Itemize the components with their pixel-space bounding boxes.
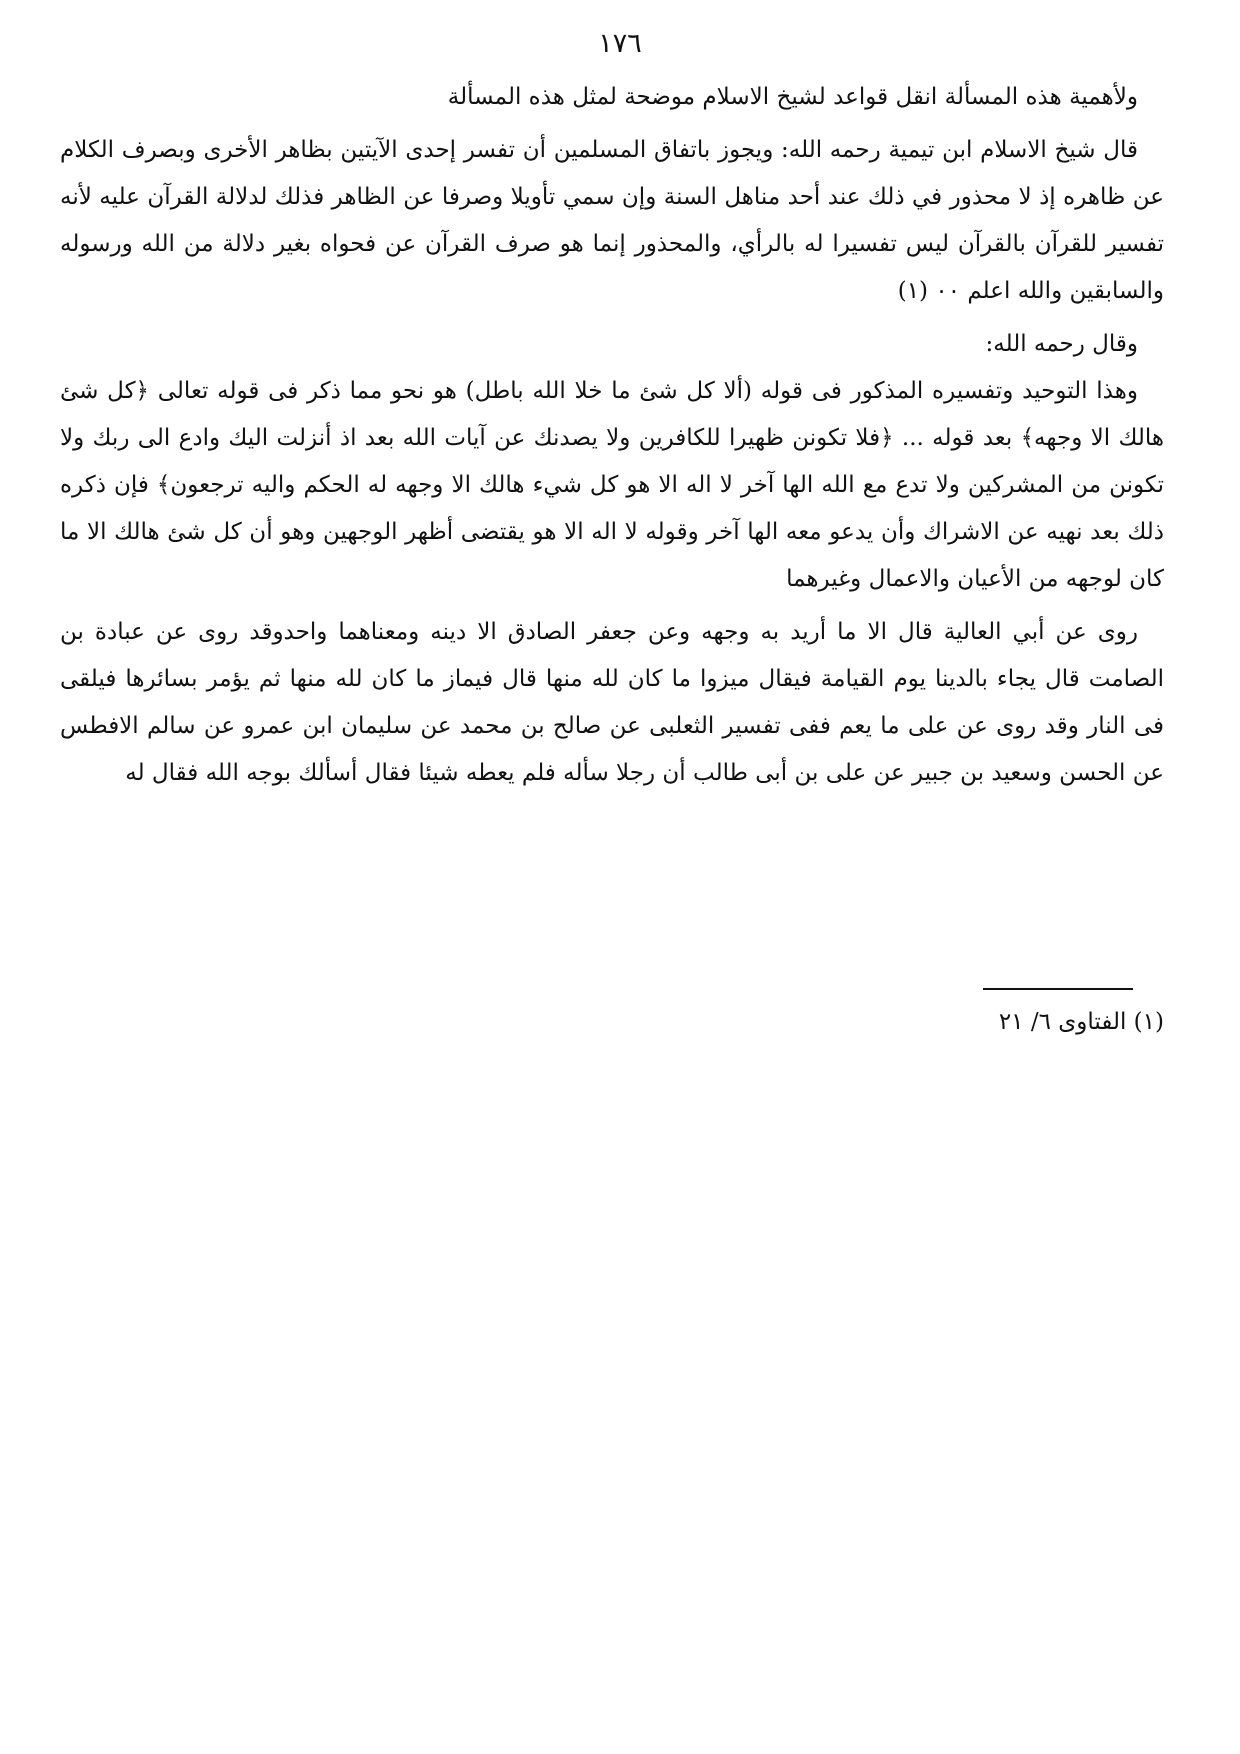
paragraph-tawhid: وهذا التوحيد وتفسيره المذكور فى قوله (ألا كل شئ ما خلا الله باطل) هو نحو مما ذكر فى قوله تعالى ﴿كل شئ هالك الا وجهه﴾ بعد قوله ... ﴿فلا تكونن ظهيرا للكافرين ولا يصدنك عن آيات الله بعد اذ أنزلت اليك وادع الى ربك ولا تكونن من المشركين ولا تدع مع الله الها آخر لا اله الا هو كل شيء هالك الا وجهه له الحكم واليه ترجعون﴾ فإن ذكره ذلك بعد نهيه عن الاشراك وأن يدعو معه الها آخر وقوله لا اله الا هو يقتضى أظهر الوجهين وهو أن كل شئ هالك الا ما كان لوجهه من الأعيان والاعمال وغيرهما <box>60 378 1164 592</box>
main-text <box>60 74 1164 797</box>
page-number: ١٧٦ <box>598 28 642 59</box>
footnote: (١) الفتاوى ٦/ ٢١ <box>998 1009 1164 1035</box>
paragraph-ibn-taymiyyah-quote: قال شيخ الاسلام ابن تيمية رحمه الله: ويجوز باتفاق المسلمين أن تفسر إحدى الآيتين بظاهر الأخرى وبصرف الكلام عن ظاهره إذ لا محذور في ذلك عند أحد مناهل السنة وإن سمي تأويلا وصرفا عن الظاهر فذلك لدلالة القرآن عليه لأنه تفسير للقرآن بالقرآن ليس تفسيرا له بالرأي، والمحذور إنما هو صرف القرآن عن فحواه بغير دلالة من الله ورسوله والسابقين والله اعلم ٠٠ (١) <box>60 137 1164 304</box>
paragraph-narrations: روى عن أبي العالية قال الا ما أريد به وجهه وعن جعفر الصادق الا دينه ومعناهما واحدوقد روى عن عبادة بن الصامت قال يجاء بالدينا يوم القيامة فيقال ميزوا ما كان لله منها قال فيماز ما كان لله منها ثم يؤمر بسائرها فيلقى فى النار وقد روى عن على ما يعم ففى تفسير الثعلبى عن صالح بن محمد عن سليمان ابن عمرو عن سالم الافطس عن الحسن وسعيد بن جبير عن على بن أبى طالب أن رجلا سأله فلم يعطه شيئا فقال أسألك بوجه الله فقال له <box>60 619 1165 786</box>
footnote-divider <box>983 988 1133 990</box>
paragraph-heading-qal: وقال رحمه الله: <box>985 331 1138 357</box>
paragraph-intro: ولأهمية هذه المسألة انقل قواعد لشيخ الاسلام موضحة لمثل هذه المسألة <box>447 84 1138 110</box>
